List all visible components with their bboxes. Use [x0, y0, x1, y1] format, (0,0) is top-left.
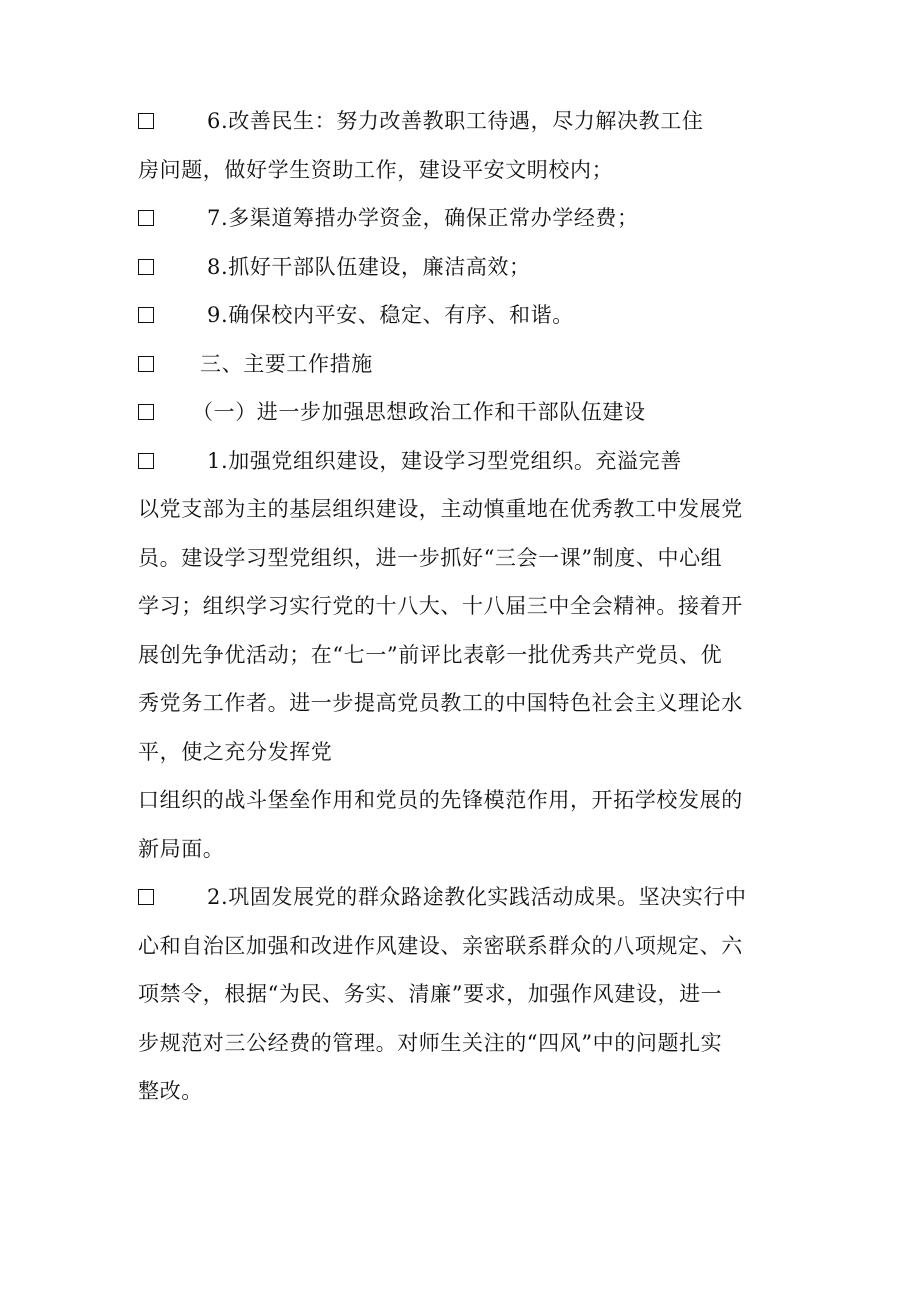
- subsection-heading-text: （一）进一步加强思想政治工作和干部队伍建设: [192, 400, 646, 424]
- checkbox-icon: [138, 356, 154, 372]
- list-item: [138, 97, 788, 146]
- section-heading: [138, 340, 788, 389]
- list-item-text: 2.巩固发展党的群众路途教化实践活动成果。坚决实行中: [207, 885, 747, 909]
- paragraph-line: 步规范对三公经费的管理。对师生关注的“四风”中的问题扎实: [138, 1030, 723, 1055]
- section-heading-text: 三、主要工作措施: [200, 351, 373, 376]
- list-item: [138, 437, 788, 486]
- list-item-text: 1.加强党组织建设，建设学习型党组织。充溢完善: [207, 448, 682, 473]
- paragraph-line: 平，使之充分发挥党: [138, 739, 333, 764]
- list-item-text: 9.确保校内平安、稳定、有序、和谐。: [207, 303, 574, 327]
- paragraph-line: 新局面。: [138, 836, 225, 861]
- list-item-text: 8.抓好干部队伍建设，廉洁高效；: [207, 254, 531, 279]
- list-item-text: 6.改善民生：努力改善教职工待遇，尽力解决教工住: [207, 109, 704, 133]
- list-item: [138, 873, 788, 922]
- document-body: [138, 97, 788, 1116]
- paragraph-line: 秀党务工作者。进一步提高党员教工的中国特色社会主义理论水: [138, 691, 743, 715]
- paragraph-line: 项禁令，根据“为民、务实、清廉”要求，加强作风建设，进一: [138, 982, 723, 1006]
- checkbox-icon: [138, 259, 154, 275]
- paragraph-line: 展创先争优活动；在“七一”前评比表彰一批优秀共产党员、优: [138, 642, 723, 667]
- checkbox-icon: [138, 404, 154, 420]
- paragraph-line: 整改。: [138, 1079, 203, 1103]
- subsection-heading: [138, 388, 788, 437]
- checkbox-icon: [138, 307, 154, 323]
- paragraph-line: 以党支部为主的基层组织建设，主动慎重地在优秀教工中发展党: [138, 497, 743, 521]
- list-item-text: 7.多渠道筹措办学资金，确保正常办学经费；: [207, 206, 639, 230]
- checkbox-icon: [138, 889, 154, 905]
- paragraph-line: 心和自治区加强和改进作风建设、亲密联系群众的八项规定、六: [138, 933, 743, 958]
- paragraph-line: 房问题，做好学生资助工作，建设平安文明校内；: [138, 157, 614, 182]
- paragraph-line: 学习；组织学习实行党的十八大、十八届三中全会精神。接着开: [138, 594, 743, 618]
- checkbox-icon: [138, 453, 154, 469]
- paragraph-line: 口组织的战斗堡垒作用和党员的先锋模范作用，开拓学校发展的: [138, 788, 743, 812]
- list-item: [138, 243, 788, 292]
- checkbox-icon: [138, 113, 154, 129]
- checkbox-icon: [138, 210, 154, 226]
- paragraph-line: 员。建设学习型党组织，进一步抓好“三会一课”制度、中心组: [138, 545, 723, 570]
- list-item: [138, 291, 788, 340]
- list-item: [138, 194, 788, 243]
